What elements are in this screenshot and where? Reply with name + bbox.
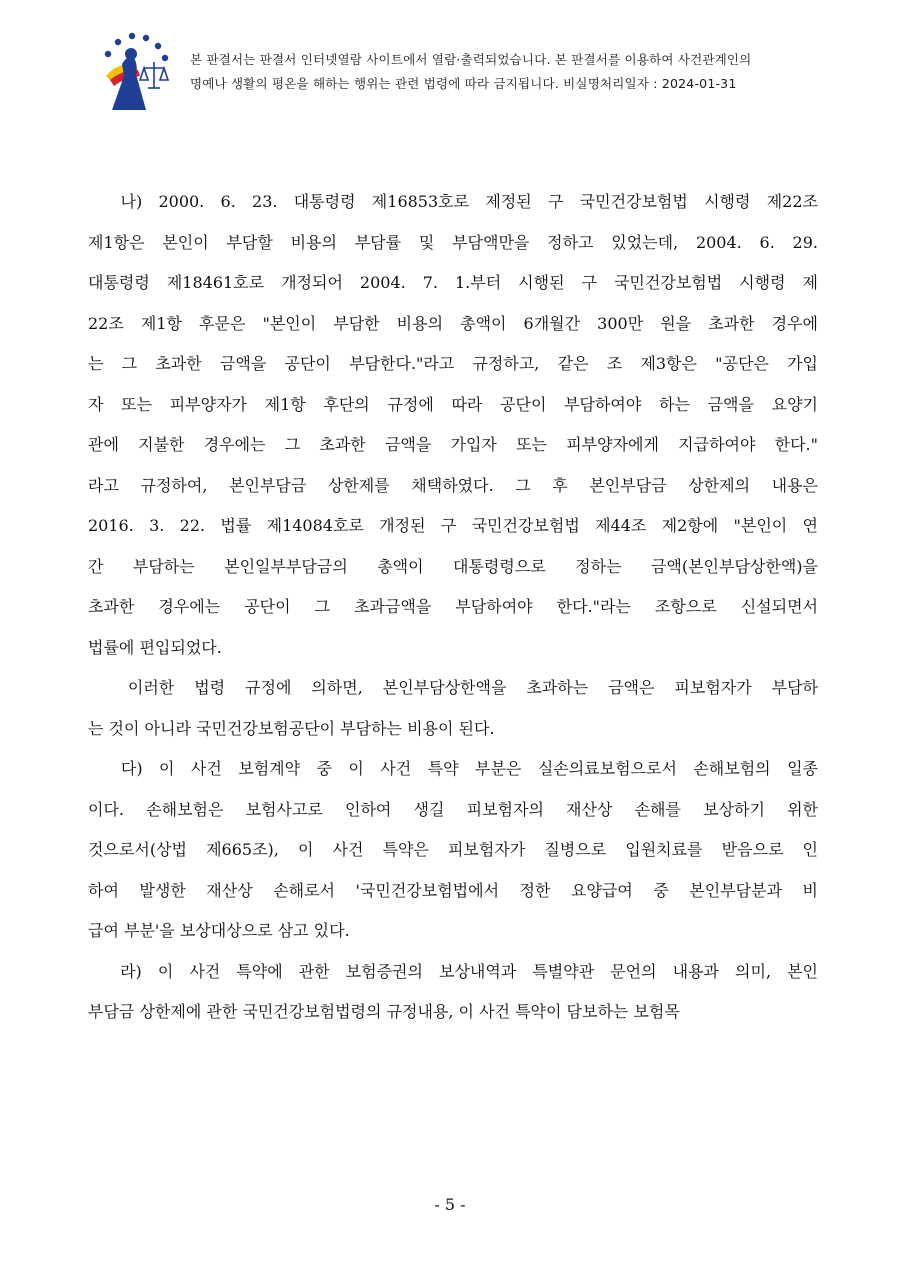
text-line: 법률에 편입되었다. [88,637,222,657]
text-line: 제1항은 본인이 부담할 비용의 부담률 및 부담액만을 정하고 있었는데, 2004. 6. 29. [88,232,818,252]
text-line: 나) 2000. 6. 23. 대통령령 제16853호로 제정된 구 국민건강보험법 시행령 제22조 [88,192,818,211]
notice-line-2: 명예나 생활의 평온을 해하는 행위는 관련 법령에 따라 금지됩니다. 비실명처리일자 : 2024-01-31 [190,76,737,91]
page-header [88,24,878,114]
text-line: 관에 지불한 경우에는 그 초과한 금액을 가입자 또는 피부양자에게 지급하여야 한다." [88,435,818,454]
text-line: 는 것이 아니라 국민건강보험공단이 부담하는 비용이 된다. [88,718,495,738]
text-line: 대통령령 제18461호로 개정되어 2004. 7. 1.부터 시행된 구 국민건강보험법 시행령 제 [88,273,818,292]
paragraph [88,952,818,1033]
paragraph [88,182,818,668]
document-body [88,182,818,1033]
text-line: 다) 이 사건 보험계약 중 이 사건 특약 부분은 실손의료보험으로서 손해보험의 일종 [88,759,818,778]
text-line: 이러한 법령 규정에 의하면, 본인부담상한액을 초과하는 금액은 피보험자가 부담하 [88,678,818,697]
text-line: 부담금 상한제에 관한 국민건강보험법령의 규정내용, 이 사건 특약이 담보하는 보험목 [88,1002,680,1021]
text-line: 라) 이 사건 특약에 관한 보험증권의 보상내역과 특별약관 문언의 내용과 의미, 본인 [88,961,818,981]
text-line: 급여 부분'을 보상대상으로 삼고 있다. [88,921,350,940]
text-line: 자 또는 피부양자가 제1항 후단의 규정에 따라 공단이 부담하여야 하는 금액을 요양기 [88,394,818,414]
notice-line-1: 본 판결서는 판결서 인터넷열람 사이트에서 열람·출력되었습니다. 본 판결서를 이용하여 사건관계인의 [190,52,752,67]
text-line: 것으로서(상법 제665조), 이 사건 특약은 피보험자가 질병으로 입원치료를 받음으로 인 [88,840,818,859]
text-line: 간 부담하는 본인일부부담금의 총액이 대통령령으로 정하는 금액(본인부담상한액)을 [88,556,818,576]
text-line: 이다. 손해보험은 보험사고로 인하여 생길 피보험자의 재산상 손해를 보상하기 위한 [88,799,818,819]
access-notice [190,48,880,96]
text-line: 초과한 경우에는 공단이 그 초과금액을 부담하여야 한다."라는 조항으로 신설되면서 [88,597,818,616]
page-number: - 5 - [434,1195,466,1214]
text-line: 는 그 초과한 금액을 공단이 부담한다."라고 규정하고, 같은 조 제3항은 "공단은 가입 [88,354,818,373]
text-line: 22조 제1항 후문은 "본인이 부담한 비용의 총액이 6개월간 300만 원을 초과한 경우에 [88,313,818,333]
paragraph [88,668,818,749]
paragraph [88,749,818,952]
court-emblem-icon [88,24,178,114]
text-line: 라고 규정하여, 본인부담금 상한제를 채택하였다. 그 후 본인부담금 상한제의 내용은 [88,475,818,495]
text-line: 하여 발생한 재산상 손해로서 '국민건강보험법에서 정한 요양급여 중 본인부담분과 비 [88,880,818,900]
text-line: 2016. 3. 22. 법률 제14084호로 개정된 구 국민건강보험법 제44조 제2항에 "본인이 연 [88,516,818,535]
